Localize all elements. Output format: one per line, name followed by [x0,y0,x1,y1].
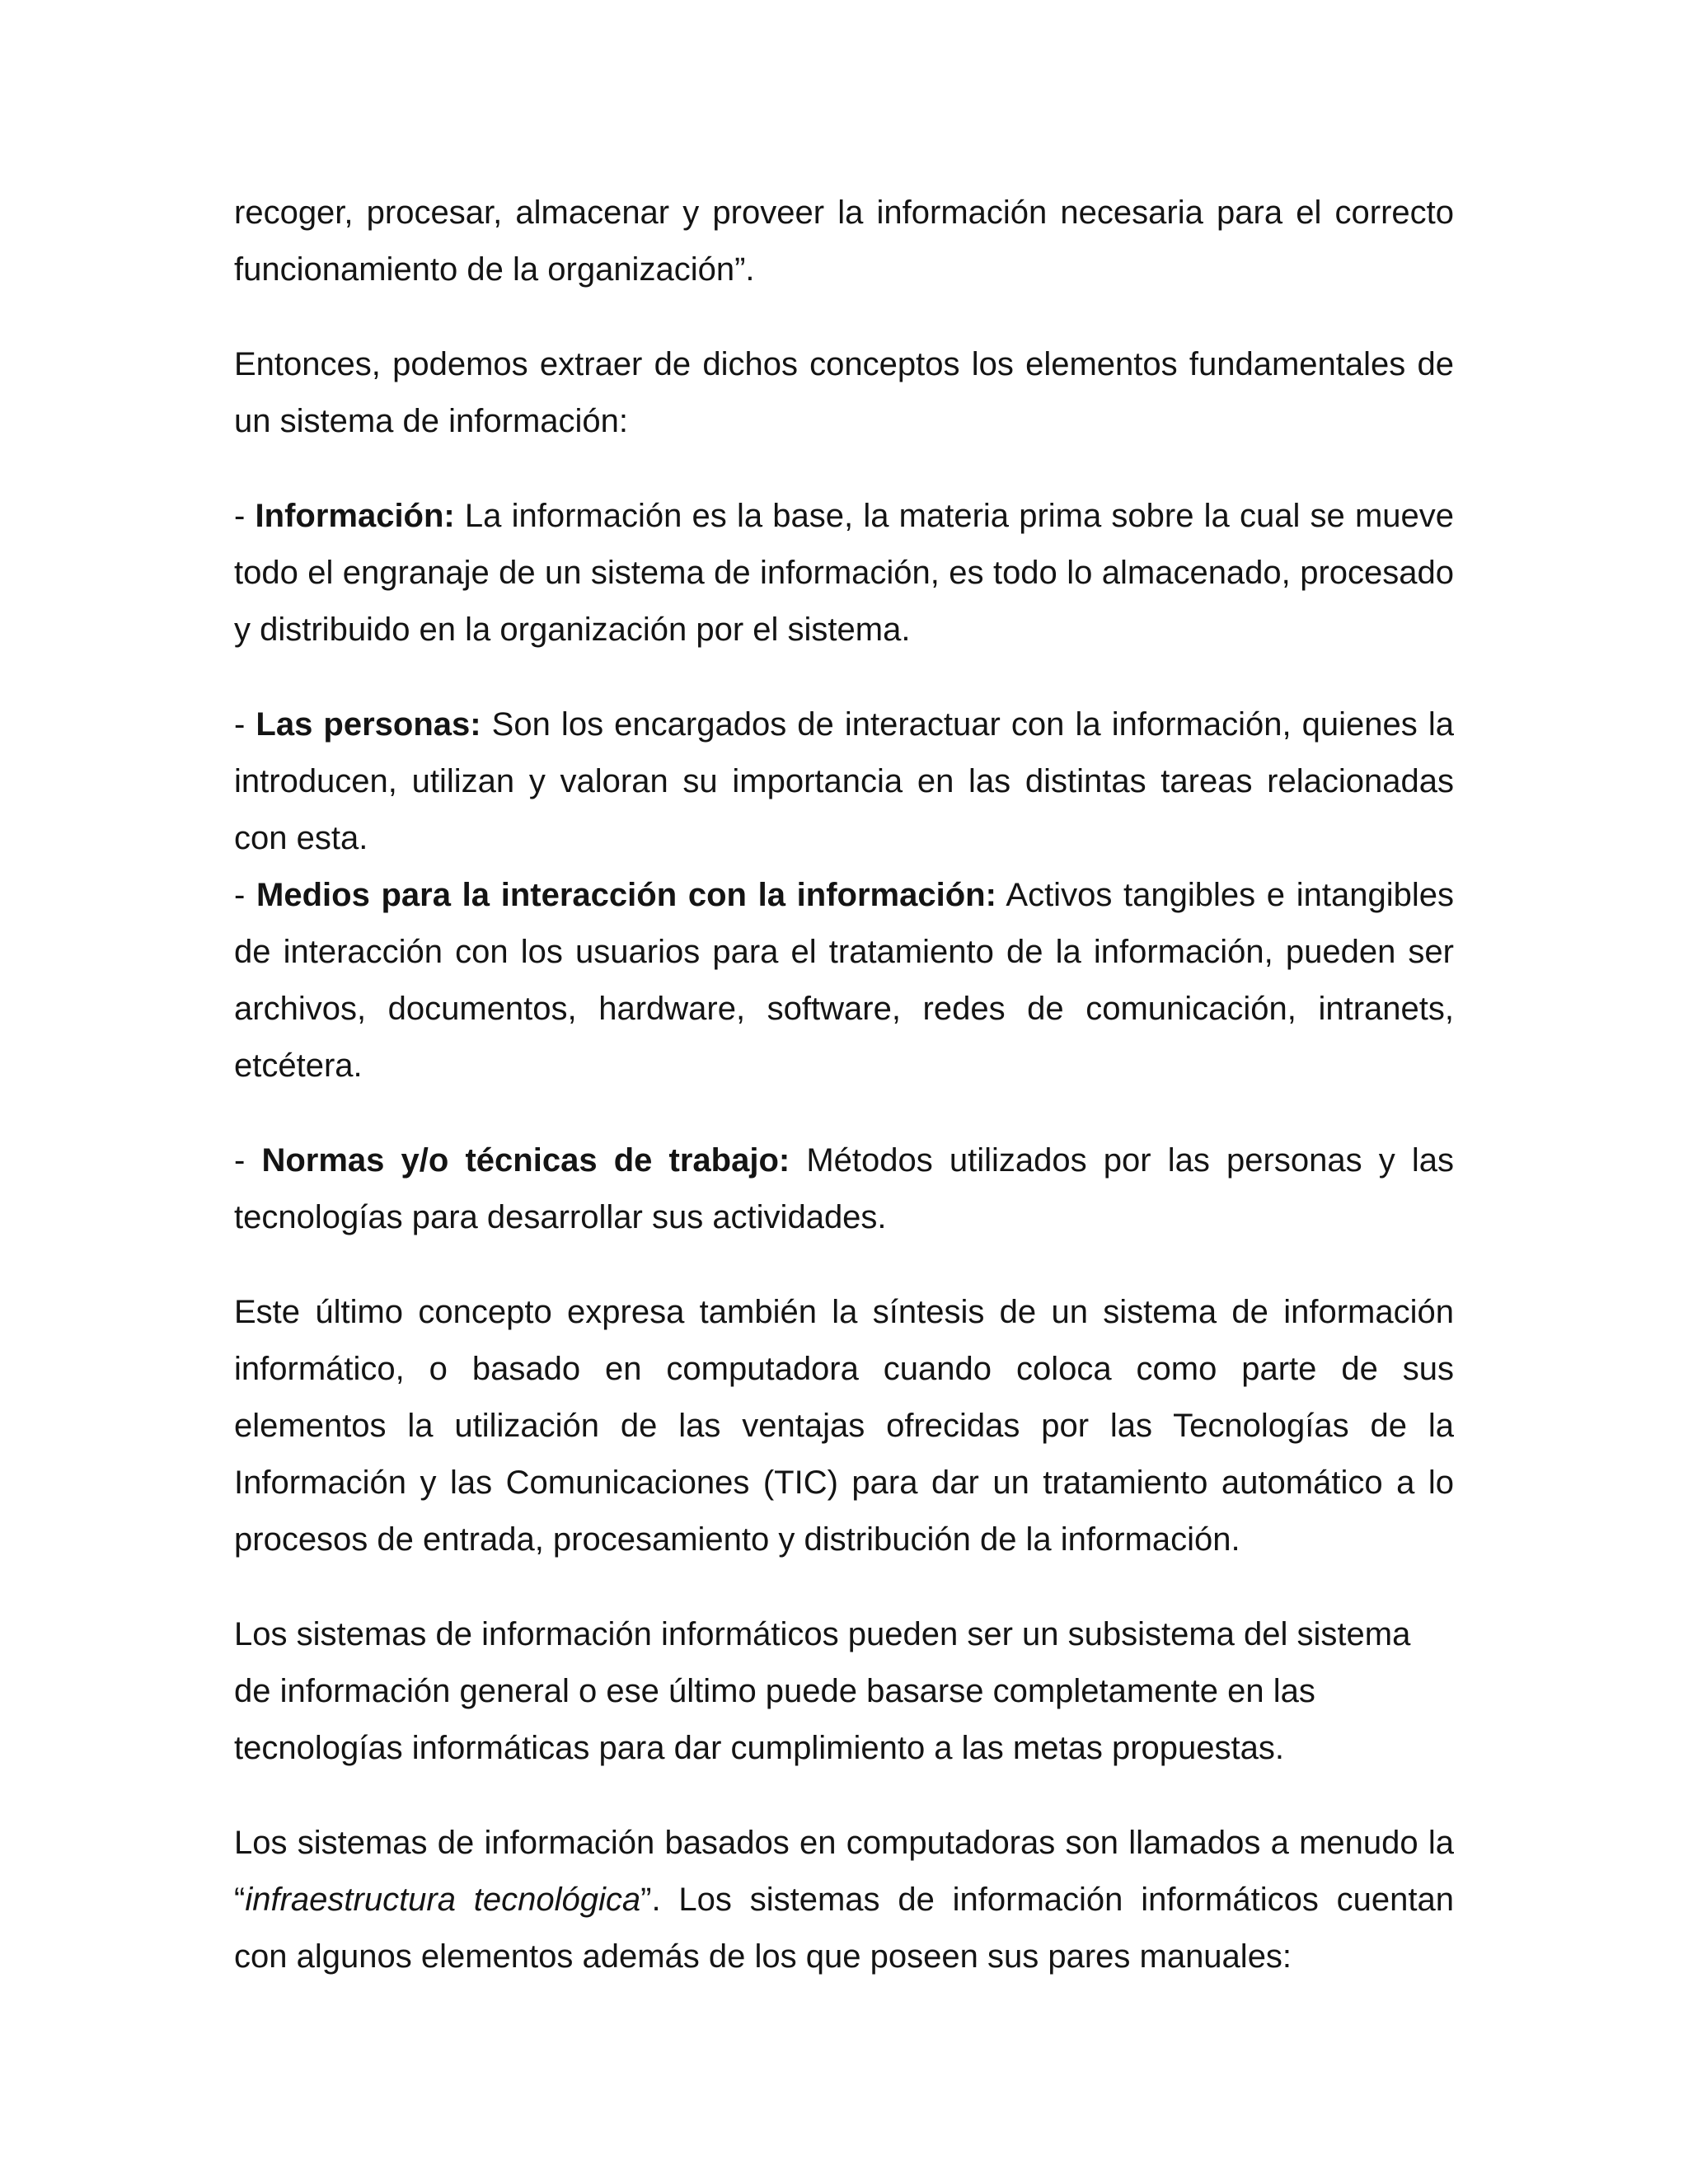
list-item-personas [234,696,1454,867]
definition-medios: Activos tangibles e intangibles de interacción con los usuarios para el tratamiento de la información, pueden ser archivos, documentos, hardware, software, redes de comunicación, intranets, etcétera. [234,877,1454,1084]
paragraph-intro-elements: Entonces, podemos extraer de dichos conceptos los elementos fundamentales de un sistema de información: [234,346,1454,439]
paragraph-continuation: recoger, procesar, almacenar y proveer la información necesaria para el correcto funcionamiento de la organización”. [234,194,1454,288]
list-item-informacion [234,488,1454,658]
paragraph-sintesis: Este último concepto expresa también la síntesis de un sistema de información informático, o basado en computadora cuando coloca como parte de sus elementos la utilización de las ventajas ofrecidas por las Tecnologías de la Información y las Comunicaciones (TIC) para dar un tratamiento automático a lo procesos de entrada, procesamiento y distribución de la información. [234,1294,1454,1558]
list-dash: - [234,498,256,534]
text-after-italic: ”. Los sistemas de información informáticos cuentan con algunos elementos además de los que poseen sus pares manuales: [234,1882,1455,1975]
paragraph-infraestructura [234,1815,1454,1985]
list-dash: - [234,706,256,743]
term-normas: Normas y/o técnicas de trabajo: [261,1142,790,1179]
text-before-italic: Los sistemas de información basados en computadoras son llamados a menudo la “ [234,1825,1454,1918]
list-dash: - [234,877,257,913]
italic-term: infraestructura tecnológica [245,1882,641,1918]
list-item-normas [234,1132,1454,1246]
list-dash: - [234,1142,262,1179]
term-informacion: Información: [255,498,455,534]
term-personas: Las personas: [256,706,481,743]
definition-informacion: La información es la base, la materia prima sobre la cual se mueve todo el engranaje de un sistema de información, es todo lo almacenado, procesado y distribuido en la organización por el sistema. [234,498,1455,648]
document-body [234,185,1454,2023]
definition-normas: Métodos utilizados por las personas y las tecnologías para desarrollar sus actividades. [234,1142,1454,1235]
paragraph-subsistema: Los sistemas de información informáticos pueden ser un subsistema del sistema de información general o ese último puede basarse completamente en las tecnologías informáticas para dar cumplimiento a las metas propuestas. [234,1616,1411,1766]
definition-personas: Son los encargados de interactuar con la información, quienes la introducen, utilizan y valoran su importancia en las distintas tareas relacionadas con esta. [234,706,1454,856]
term-medios: Medios para la interacción con la información: [256,877,996,913]
list-item-medios [234,867,1454,1094]
